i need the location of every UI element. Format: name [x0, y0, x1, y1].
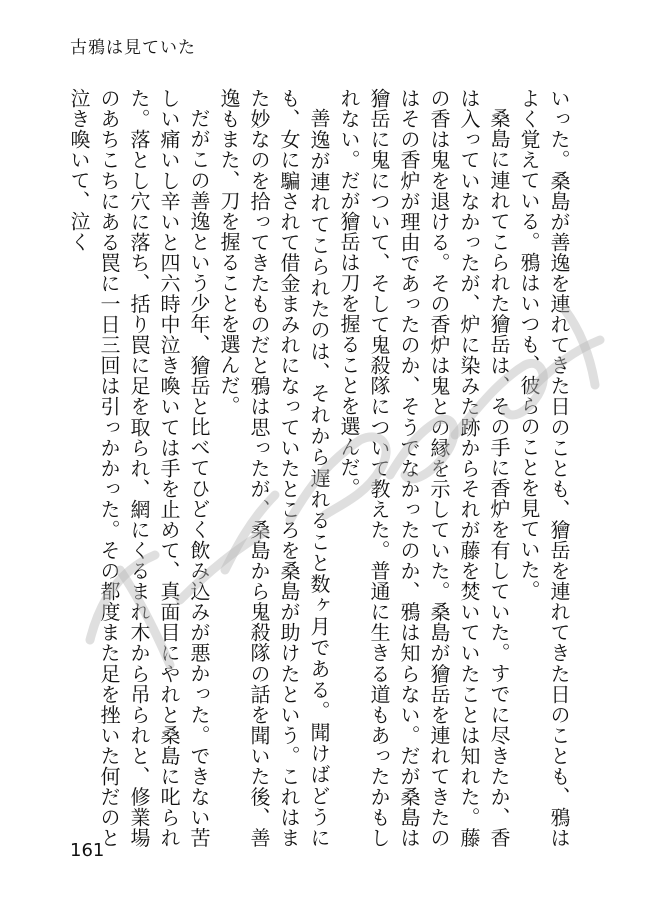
paragraph-3: 善逸が連れてこられたのは、それから遅れること数ヶ月である。聞けばどうにも、女に騙されて借金まみれになっていたところを桑島が助けたという。これはまた妙なのを拾ってきたものだと鴉は思ったが、桑島から鬼殺隊の話を聞いた後、善逸もまた、刀を握ることを選んだ。 [217, 88, 331, 848]
paragraph-4: だがこの善逸という少年、獪岳と比べてひどく飲み込みが悪かった。できない苦しい痛いし辛いと四六時中泣き喚いては手を止めて、真面目にやれと桑島に叱られた。落とし穴に落ち、括り罠に足を取られ、網にくるまれ木から吊られと、修業場のあちこちにある罠に一日三回は引っかかった。その都度また足を挫いた何だのと泣き喚いて、泣く [67, 88, 211, 849]
paragraph-1: いった。桑島が善逸を連れてきた日のことも、獪岳を連れてきた日のことも、鴉はよく覚えている。鴉はいつも、彼らのことを見ていた。 [517, 88, 571, 848]
body-text [64, 88, 574, 848]
page-number: 161 [70, 840, 105, 861]
paragraph-2: 桑島に連れてこられた獪岳は、その手に香炉を有していた。すでに尽きたか、香は入っていなかったが、炉に染みた跡からそれが藤を焚いていたことは知れた。藤の香は鬼を退ける。その香炉は鬼との縁を示していた。桑島が獪岳を連れてきたのはその香炉が理由であったのか、そうでなかったのか、鴉は知らない。だが桑島は獪岳に鬼について、そして鬼殺隊について教えた。普通に生きる道もあったかもしれない。だが獪岳は刀を握ることを選んだ。 [337, 88, 511, 848]
running-header: 古鴉は見ていた [70, 38, 196, 58]
